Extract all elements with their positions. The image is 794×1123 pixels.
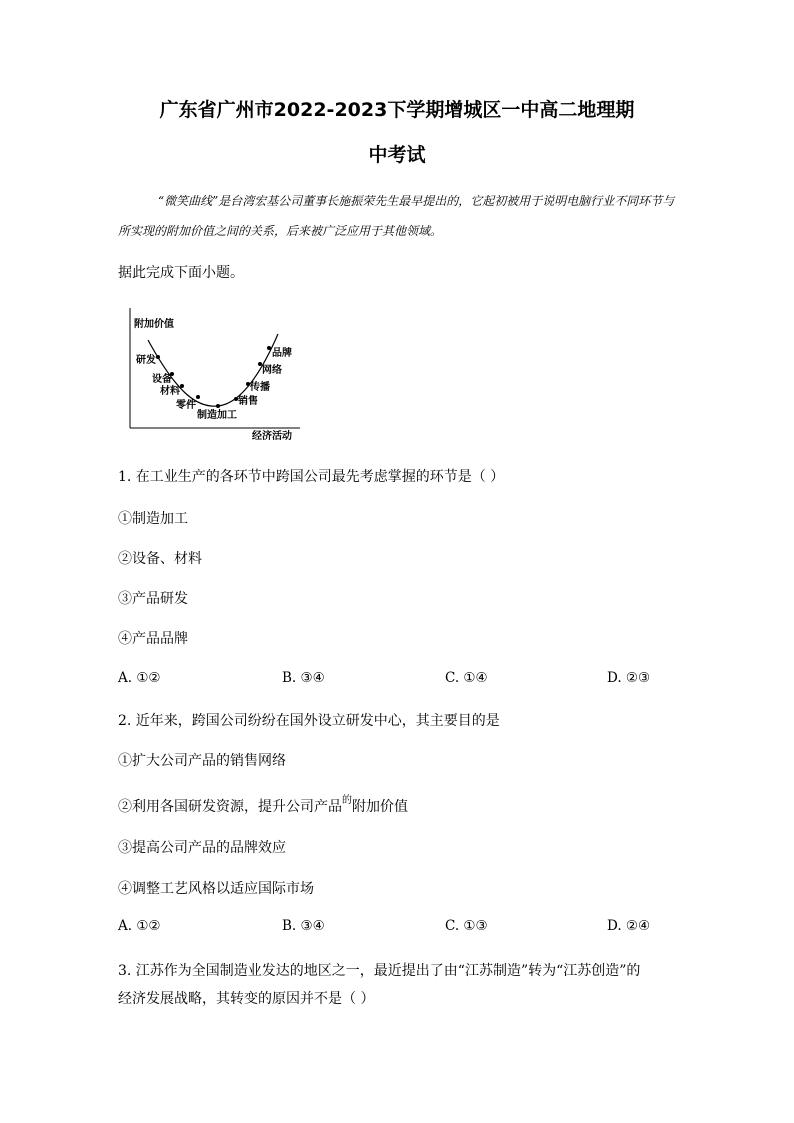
point-materials: [180, 384, 184, 388]
point-parts: [196, 395, 200, 399]
point-brand: [267, 346, 271, 350]
question-1-item-4: ④产品品牌: [118, 631, 188, 647]
document-title-line-1: 广东省广州市2022-2023下学期增城区一中高二地理期: [159, 99, 635, 121]
question-2-item-2-superscript: 的: [342, 795, 352, 806]
question-2-item-2: [118, 796, 408, 816]
label-research: 研发: [136, 355, 156, 366]
question-2-option-b[interactable]: B. ③④: [282, 918, 325, 934]
point-manufacturing: [216, 404, 220, 408]
question-1-item-1: ①制造加工: [118, 511, 188, 527]
smile-curve-figure: [118, 300, 308, 445]
question-3-stem-line-1: 3. 江苏作为全国制造业发达的地区之一，最近提出了由“江苏制造”转为“江苏创造”的: [118, 963, 641, 979]
point-research: [156, 355, 160, 359]
question-2-item-2-tail: 附加价值: [352, 799, 408, 815]
label-manufacturing: 制造加工: [197, 410, 237, 421]
question-2-option-d[interactable]: D. ②④: [607, 918, 651, 934]
label-brand: 品牌: [272, 348, 292, 359]
question-2-option-a[interactable]: A. ①②: [118, 918, 161, 934]
label-parts: 零件: [176, 400, 196, 411]
question-2-item-4: ④调整工艺风格以适应国际市场: [118, 881, 314, 897]
x-axis-label: 经济活动: [252, 431, 292, 442]
question-2-item-2-main: ②利用各国研发资源，提升公司产品: [118, 799, 342, 815]
question-2-item-1: ①扩大公司产品的销售网络: [118, 753, 286, 769]
question-1-item-3: ③产品研发: [118, 591, 188, 607]
document-title-line-2: 中考试: [368, 144, 426, 166]
question-1-option-b[interactable]: B. ③④: [282, 670, 325, 686]
question-1-option-d[interactable]: D. ②③: [607, 670, 651, 686]
question-2-option-c[interactable]: C. ①③: [445, 918, 488, 934]
label-equipment: 设备: [152, 374, 172, 385]
question-2-stem: 2. 近年来，跨国公司纷纷在国外设立研发中心，其主要目的是: [118, 713, 500, 729]
question-1-stem: 1. 在工业生产的各环节中跨国公司最先考虑掌握的环节是（ ）: [118, 469, 505, 485]
instruction-text: 据此完成下面小题。: [118, 265, 244, 281]
question-1-item-2: ②设备、材料: [118, 551, 202, 567]
label-communication: 传播: [250, 382, 270, 393]
question-1-option-a[interactable]: A. ①②: [118, 670, 161, 686]
intro-paragraph: “微笑曲线”是台湾宏基公司董事长施振荣先生最早提出的，它起初被用于说明电脑行业不同环节与所实现的附加价值之间的关系，后来被广泛应用于其他领域。: [118, 194, 675, 238]
y-axis-label: 附加价值: [134, 319, 174, 330]
label-network: 网络: [262, 365, 282, 376]
question-1-option-c[interactable]: C. ①④: [445, 670, 488, 686]
question-3-stem-line-2: 经济发展战略，其转变的原因并不是（ ）: [118, 991, 375, 1007]
question-2-item-3: ③提高公司产品的品牌效应: [118, 840, 286, 856]
label-materials: 材料: [160, 386, 180, 397]
label-sales: 销售: [238, 396, 258, 407]
